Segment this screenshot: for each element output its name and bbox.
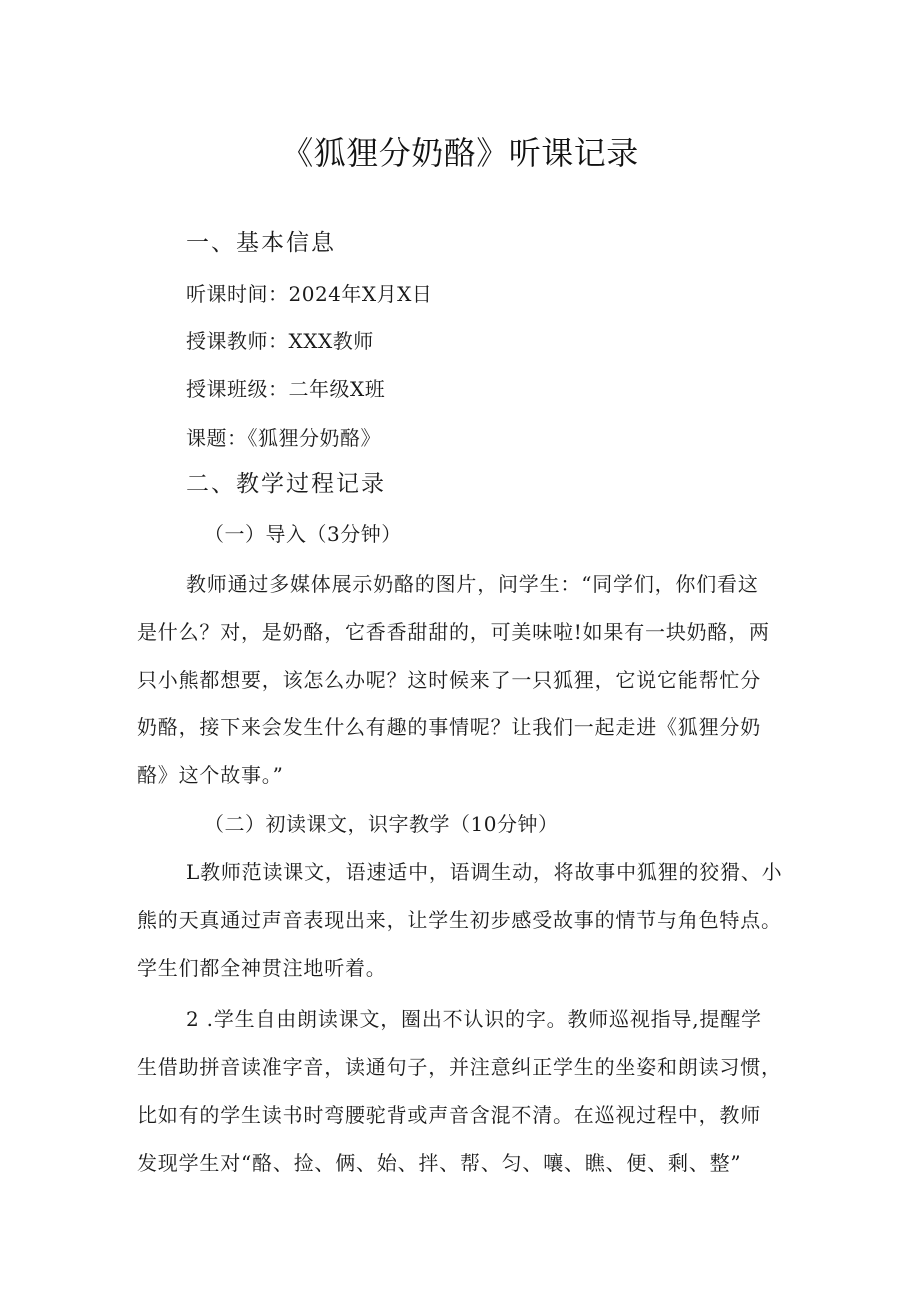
paragraph-line: 生借助拼音读准字音，读通句子，并注意纠正学生的坐姿和朗读习惯，: [137, 1055, 782, 1079]
paragraph-line: L教师范读课文，语速适中，语调生动，将故事中狐狸的狡猾、小: [186, 860, 783, 884]
paragraph-line: 发现学生对“酪、捡、俩、始、拌、帮、匀、嚷、瞧、便、剩、整”: [137, 1151, 742, 1175]
subsection-heading-intro: （一）导入（3分钟）: [204, 522, 402, 546]
section-heading-process: 二、教学过程记录: [186, 471, 386, 497]
info-teacher: 授课教师：XXX教师: [186, 329, 374, 353]
info-class: 授课班级：二年级X班: [186, 377, 386, 401]
paragraph-line: 比如有的学生读书时弯腰驼背或声音含混不清。在巡视过程中，教师: [137, 1103, 761, 1127]
paragraph-line: 学生们都全神贯注地听着。: [137, 956, 387, 980]
info-time: 听课时间：2024年X月X日: [186, 282, 433, 306]
paragraph-line: 2 .学生自由朗读课文，圈出不认识的字。教师巡视指导,提醒学: [186, 1007, 762, 1031]
paragraph-line: 熊的天真通过声音表现出来，让学生初步感受故事的情节与角色特点。: [137, 908, 782, 932]
paragraph-line: 只小熊都想要，该怎么办呢？这时候来了一只狐狸，它说它能帮忙分: [137, 668, 761, 692]
paragraph-line: 教师通过多媒体展示奶酪的图片，问学生：“同学们，你们看这: [186, 572, 759, 596]
info-topic: 课题：《狐狸分奶酪》: [186, 426, 381, 450]
subsection-heading-reading: （二）初读课文，识字教学（10分钟）: [204, 812, 559, 836]
document-title: 《狐狸分奶酪》听课记录: [281, 134, 639, 172]
section-heading-basic-info: 一、基本信息: [186, 230, 336, 256]
paragraph-line: 是什么？对，是奶酪，它香香甜甜的，可美味啦!如果有一块奶酪，两: [137, 620, 770, 644]
paragraph-line: 奶酪，接下来会发生什么有趣的事情呢？让我们一起走进《狐狸分奶: [137, 715, 761, 739]
paragraph-line: 酪》这个故事。”: [137, 763, 284, 787]
